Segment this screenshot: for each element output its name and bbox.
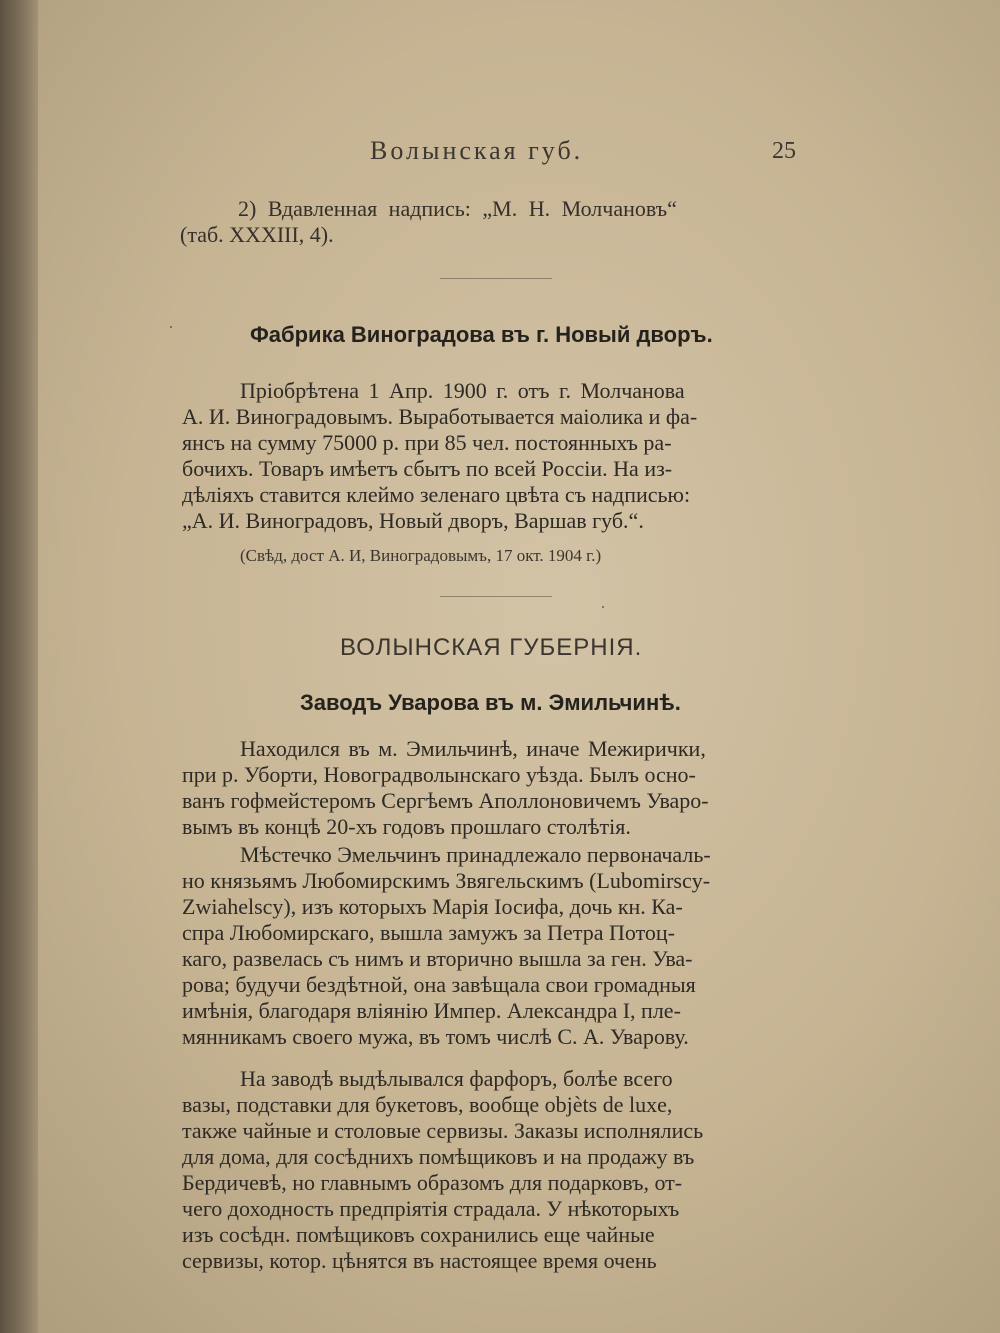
body-line: бочихъ. Товаръ имѣетъ сбытъ по всей Россіи. На из-	[182, 456, 673, 481]
body-line: имѣнія, благодаря вліянію Импер. Александра I, пле-	[182, 998, 681, 1023]
book-gutter-shadow	[0, 0, 38, 1333]
body-line: при р. Уборти, Новоградволынскаго уѣзда. Былъ осно-	[182, 762, 696, 787]
section-divider	[440, 596, 552, 597]
source-citation: (Свѣд, дост А. И, Виноградовымъ, 17 окт. 1904 г.)	[240, 546, 602, 565]
note-line: 2) Вдавленная надпись: „М. Н. Молчановъ“	[238, 196, 677, 221]
book-page	[38, 0, 1000, 1333]
body-line: „А. И. Виноградовъ, Новый дворъ, Варшав губ.“.	[182, 508, 644, 533]
body-line: ванъ гофмейстеромъ Сергѣемъ Аполлоновичемъ Уваро-	[182, 788, 709, 813]
body-line: вымъ въ концѣ 20-хъ годовъ прошлаго столѣтія.	[182, 814, 631, 839]
body-line: чего доходность предпріятія страдала. У нѣкоторыхъ	[182, 1196, 680, 1221]
section-heading-vinogradov: Фабрика Виноградова въ г. Новый дворъ.	[250, 322, 713, 347]
paper-speck	[170, 326, 172, 328]
body-line: янсъ на сумму 75000 р. при 85 чел. постоянныхъ ра-	[182, 430, 672, 455]
paper-speck	[602, 606, 604, 608]
body-line: дѣліяхъ ставится клеймо зеленаго цвѣта съ надписью:	[182, 482, 691, 507]
body-line: но князьямъ Любомирскимъ Звягельскимъ (Lubomirscy-	[182, 868, 711, 893]
body-line: Zwiahelscy), изъ которыхъ Марія Іосифа, дочь кн. Ка-	[182, 894, 683, 919]
body-line: мянникамъ своего мужа, въ томъ числѣ С. А. Уварову.	[182, 1024, 689, 1049]
body-line: для дома, для сосѣднихъ помѣщиковъ и на продажу въ	[182, 1144, 695, 1169]
body-line: каго, развелась съ нимъ и вторично вышла за ген. Ува-	[182, 946, 693, 971]
page-number: 25	[772, 138, 796, 164]
body-line: А. И. Виноградовымъ. Выработывается маіолика и фа-	[182, 404, 698, 429]
body-line: сервизы, котор. цѣнятся въ настоящее время очень	[182, 1248, 657, 1273]
running-head: Волынская губ.	[370, 136, 584, 165]
body-line: Пріобрѣтена 1 Апр. 1900 г. отъ г. Молчанова	[240, 378, 685, 403]
body-line: изъ сосѣдн. помѣщиковъ сохранились еще чайные	[182, 1222, 655, 1247]
body-line: спра Любомирскаго, вышла замужъ за Петра Потоц-	[182, 920, 675, 945]
body-line: На заводѣ выдѣлывался фарфоръ, болѣе всего	[240, 1066, 673, 1091]
body-line: вазы, подставки для букетовъ, вообще objèts de luxe,	[182, 1092, 673, 1117]
body-line: Находился въ м. Эмильчинѣ, иначе Межирички,	[240, 736, 706, 761]
body-line: также чайные и столовые сервизы. Заказы исполнялись	[182, 1118, 704, 1143]
body-line: рова; будучи бездѣтной, она завѣщала свои громадныя	[182, 972, 696, 997]
body-line: Бердичевѣ, но главнымъ образомъ для подарковъ, от-	[182, 1170, 683, 1195]
body-line: Мѣстечко Эмельчинъ принадлежало первоначаль-	[240, 842, 711, 867]
section-heading-uvarov: Заводъ Уварова въ м. Эмильчинѣ.	[300, 690, 681, 715]
province-heading: ВОЛЫНСКАЯ ГУБЕРНІЯ.	[340, 634, 643, 661]
section-divider	[440, 278, 552, 279]
note-line: (таб. XXXIII, 4).	[180, 222, 334, 247]
